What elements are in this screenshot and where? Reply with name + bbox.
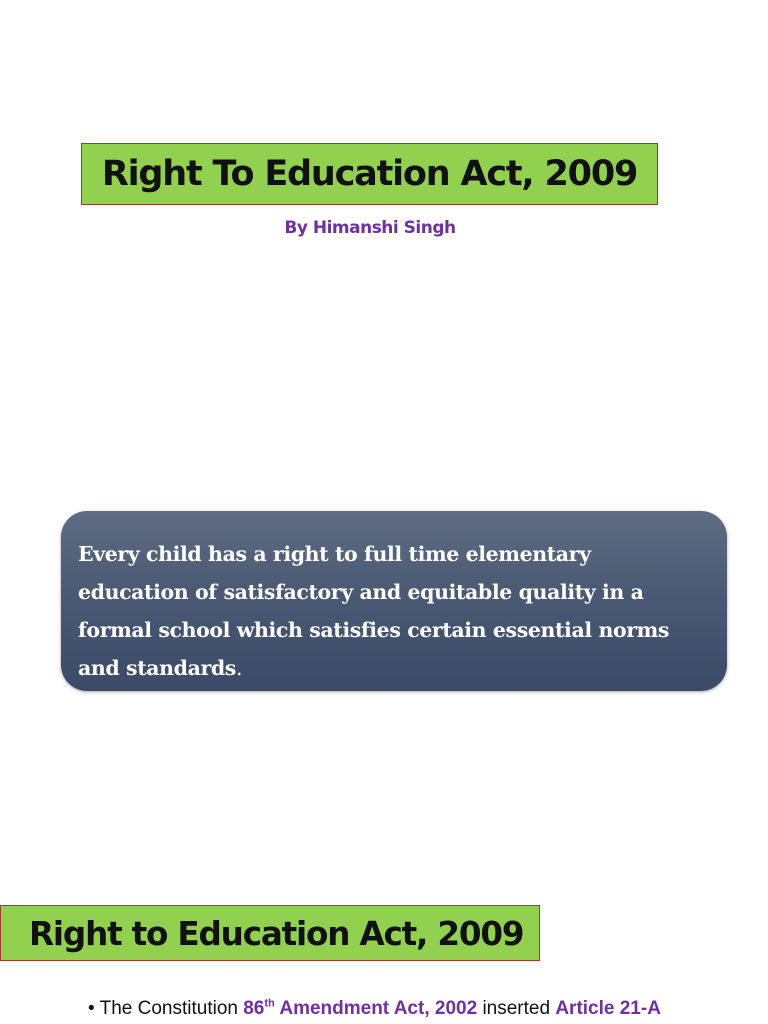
slide-title: Right To Education Act, 2009 [101,154,638,194]
section-title: Right to Education Act, 2009 [29,913,524,953]
quote-period: . [235,656,243,680]
section-title-box [0,905,540,961]
bullet-marker: • [88,998,95,1019]
quote-box [61,511,727,691]
amendment-number: 86 [243,998,265,1019]
quote-text: Every child has a right to full time elementary education of satisfactory and equitable quality in a formal school which satisfies certain essential norms and standards [78,542,670,680]
bullet-prefix: The Constitution [99,998,238,1019]
slide-title-box [81,143,658,205]
amendment-name: Amendment Act, 2002 [279,998,478,1019]
bullet-middle: inserted [482,998,551,1019]
amendment-reference [243,998,477,1019]
author-line: By Himanshi Singh [284,218,456,238]
amendment-superscript: th [264,997,275,1010]
bullet-item [88,998,661,1020]
article-reference: Article 21-A [555,998,661,1019]
